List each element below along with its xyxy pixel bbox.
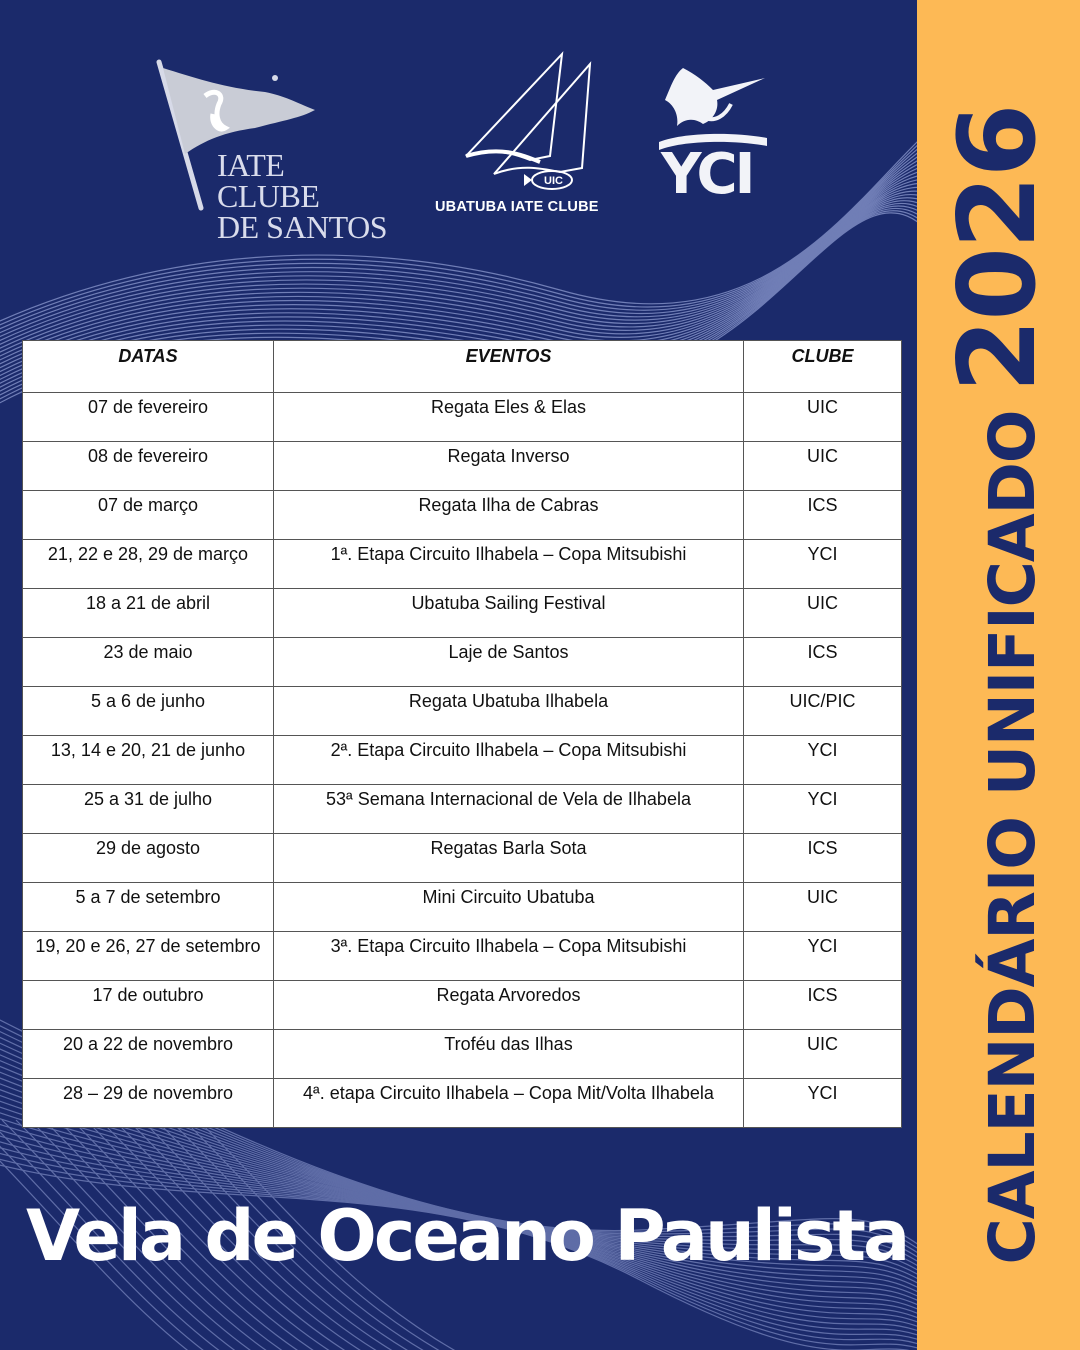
ics-name-line1: IATE CLUBE [217,147,320,214]
date-cell: 20 a 22 de novembro [23,1030,274,1079]
sailboat-fish-icon [430,50,630,195]
event-cell: Regata Ubatuba Ilhabela [274,687,744,736]
event-cell: Regata Inverso [274,442,744,491]
date-cell: 18 a 21 de abril [23,589,274,638]
date-cell: 13, 14 e 20, 21 de junho [23,736,274,785]
club-cell: ICS [744,638,902,687]
club-cell: YCI [744,540,902,589]
event-cell: Troféu das Ilhas [274,1030,744,1079]
banner-title-text: CALENDÁRIO UNIFICADO [976,410,1049,1265]
ics-name-line2: DE SANTOS [217,209,388,245]
club-cell: UIC [744,883,902,932]
table-row [23,589,902,638]
table-row [23,932,902,981]
date-cell: 21, 22 e 28, 29 de março [23,540,274,589]
event-cell: Regata Eles & Elas [274,393,744,442]
table-row [23,638,902,687]
date-cell: 07 de março [23,491,274,540]
date-cell: 29 de agosto [23,834,274,883]
club-cell: YCI [744,1079,902,1128]
logo-yci [655,60,770,210]
event-cell: 3ª. Etapa Circuito Ilhabela – Copa Mitsubishi [274,932,744,981]
logo-iate-clube-de-santos [155,58,390,245]
date-cell: 28 – 29 de novembro [23,1079,274,1128]
table-row [23,981,902,1030]
yci-name: YCI [661,142,753,207]
event-cell: 4ª. etapa Circuito Ilhabela – Copa Mit/Volta Ilhabela [274,1079,744,1128]
club-cell: UIC [744,589,902,638]
club-cell: UIC/PIC [744,687,902,736]
table-row [23,834,902,883]
table-row [23,540,902,589]
club-cell: ICS [744,491,902,540]
header-datas: DATAS [23,341,274,393]
club-cell: YCI [744,736,902,785]
table-row [23,785,902,834]
events-calendar-table [22,340,902,1128]
event-cell: Regata Ilha de Cabras [274,491,744,540]
date-cell: 5 a 6 de junho [23,687,274,736]
footer-title: Vela de Oceano Paulista [26,1195,908,1277]
header-eventos: EVENTOS [274,341,744,393]
date-cell: 23 de maio [23,638,274,687]
date-cell: 07 de fevereiro [23,393,274,442]
event-cell: Laje de Santos [274,638,744,687]
club-cell: YCI [744,932,902,981]
date-cell: 5 a 7 de setembro [23,883,274,932]
event-cell: 1ª. Etapa Circuito Ilhabela – Copa Mitsubishi [274,540,744,589]
table-row [23,1079,902,1128]
table-row [23,442,902,491]
table-row [23,883,902,932]
event-cell: 53ª Semana Internacional de Vela de Ilhabela [274,785,744,834]
table-header-row [23,341,902,393]
event-cell: 2ª. Etapa Circuito Ilhabela – Copa Mitsubishi [274,736,744,785]
marlin-icon [655,60,770,150]
side-banner-title [936,35,1059,1335]
event-cell: Regata Arvoredos [274,981,744,1030]
club-cell: ICS [744,834,902,883]
club-cell: UIC [744,393,902,442]
svg-text:UIC: UIC [544,175,563,187]
table-row [23,736,902,785]
uic-name: UBATUBA IATE CLUBE [435,199,599,215]
table-row [23,1030,902,1079]
event-cell: Regatas Barla Sota [274,834,744,883]
club-cell: YCI [744,785,902,834]
event-cell: Ubatuba Sailing Festival [274,589,744,638]
club-cell: UIC [744,442,902,491]
banner-year: 2026 [936,105,1059,393]
header-clube: CLUBE [744,341,902,393]
date-cell: 17 de outubro [23,981,274,1030]
event-cell: Mini Circuito Ubatuba [274,883,744,932]
date-cell: 08 de fevereiro [23,442,274,491]
table-row [23,393,902,442]
date-cell: 25 a 31 de julho [23,785,274,834]
table-row [23,687,902,736]
logo-ubatuba-iate-clube [430,50,630,220]
club-cell: UIC [744,1030,902,1079]
date-cell: 19, 20 e 26, 27 de setembro [23,932,274,981]
side-banner [917,0,1080,1350]
table-row [23,491,902,540]
club-cell: ICS [744,981,902,1030]
